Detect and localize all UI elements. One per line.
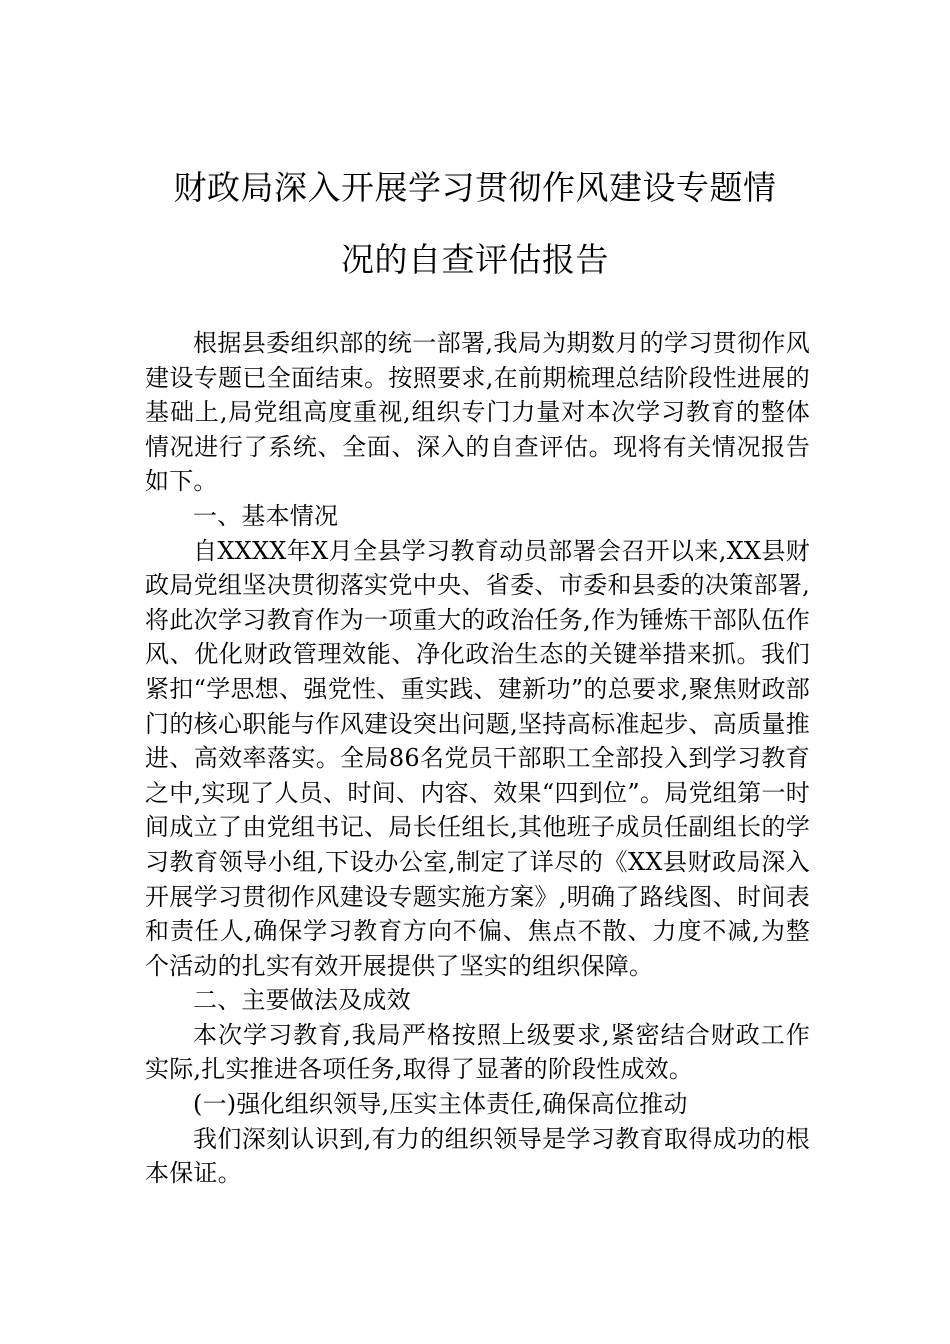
subsection-heading-leadership: (一)强化组织领导,压实主体责任,确保高位推动	[193, 1090, 688, 1119]
section-heading-basic-situation: 一、基本情况	[193, 501, 339, 530]
main-practices-paragraph: 本次学习教育,我局严格按照上级要求,紧密结合财政工作实际,扎实推进各项任务,取得了显著的阶段性成效。	[145, 1020, 810, 1084]
section-heading-main-practices: 二、主要做法及成效	[193, 986, 411, 1015]
document-title-line-1: 财政局深入开展学习贯彻作风建设专题情	[173, 168, 777, 207]
leadership-paragraph: 我们深刻认识到,有力的组织领导是学习教育取得成功的根本保证。	[145, 1124, 810, 1188]
document-body	[145, 326, 810, 1191]
document-title-line-2: 况的自查评估报告	[341, 240, 609, 279]
intro-paragraph: 根据县委组织部的统一部署,我局为期数月的学习贯彻作风建设专题已全面结束。按照要求,在前期梳理总结阶段性进展的基础上,局党组高度重视,组织专门力量对本次学习教育的整体情况进行了系统、全面、深入的自查评估。现将有关情况报告如下。	[145, 329, 810, 496]
basic-situation-paragraph: 自XXXX年X月全县学习教育动员部署会召开以来,XX县财政局党组坚决贯彻落实党中央、省委、市委和县委的决策部署,将此次学习教育作为一项重大的政治任务,作为锤炼干部队伍作风、优化财政管理效能、净化政治生态的关键举措来抓。我们紧扣“学思想、强党性、重实践、建新功”的总要求,聚焦财政部门的核心职能与作风建设突出问题,坚持高标准起步、高质量推进、高效率落实。全局86名党员干部职工全部投入到学习教育之中,实现了人员、时间、内容、效果“四到位”。局党组第一时间成立了由党组书记、局长任组长,其他班子成员任副组长的学习教育领导小组,下设办公室,制定了详尽的《XX县财政局深入开展学习贯彻作风建设专题实施方案》,明确了路线图、时间表和责任人,确保学习教育方向不偏、焦点不散、力度不减,为整个活动的扎实有效开展提供了坚实的组织保障。	[145, 536, 810, 980]
